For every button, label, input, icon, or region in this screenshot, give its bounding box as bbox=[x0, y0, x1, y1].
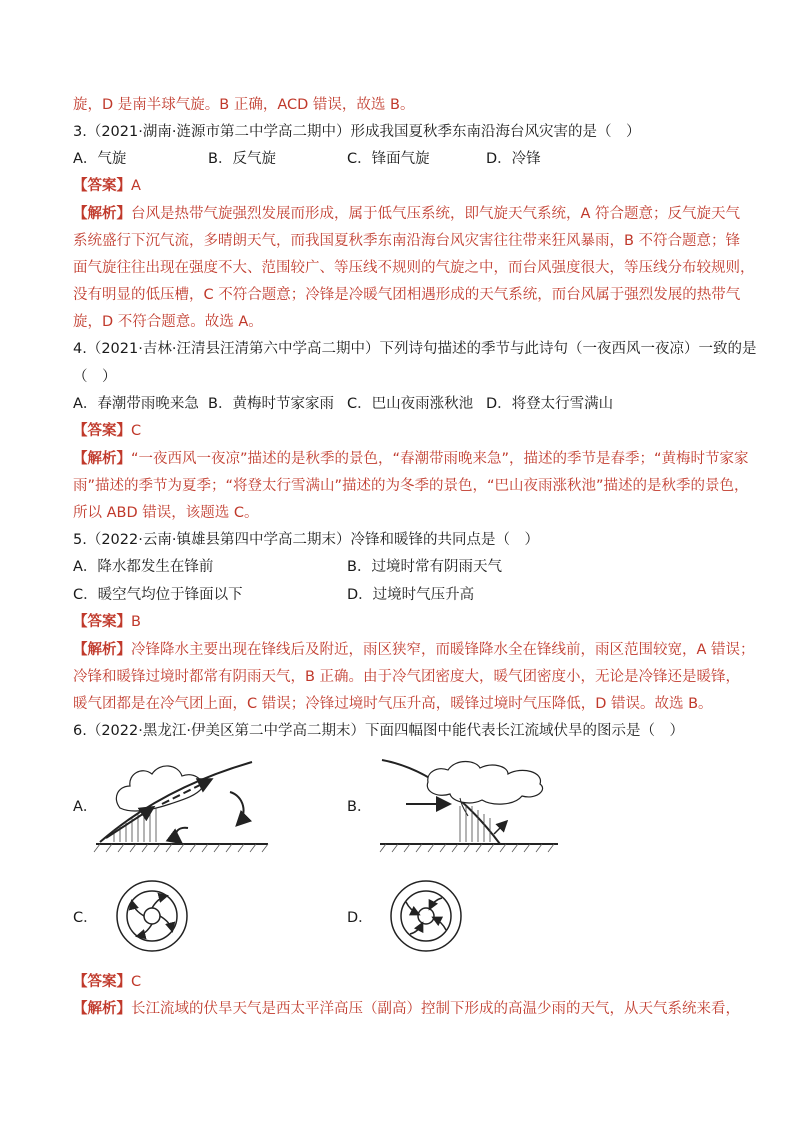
answer-tag: 【答案】 bbox=[73, 614, 131, 630]
q3-stem: 3.（2021·湖南·涟源市第二中学高二期中）形成我国夏秋季东南沿海台风灾害的是（ ） bbox=[73, 124, 641, 140]
q4-analysis-line: 雨”描述的季节为夏季；“将登太行雪满山”描述的为冬季的景色，“巴山夜雨涨秋池”描述的是秋季的景色， bbox=[73, 478, 749, 494]
answer-tag: 【答案】 bbox=[73, 178, 131, 194]
warm-front-diagram bbox=[376, 752, 562, 860]
analysis-text: 台风是热带气旋强烈发展而形成，属于低气压系统，即气旋天气系统，A 符合题意；反气旋天气 bbox=[131, 206, 741, 222]
q3-analysis-line bbox=[73, 204, 740, 224]
answer-value: B bbox=[131, 614, 141, 630]
q5-option-d: D．过境时气压升高 bbox=[347, 587, 475, 603]
q3-option-d: D．冷锋 bbox=[486, 151, 541, 167]
q5-option-c: C．暖空气均位于锋面以下 bbox=[73, 587, 243, 603]
figure-d-label: D． bbox=[347, 910, 373, 926]
q2-analysis-tail: 旋，D 是南半球气旋。B 正确，ACD 错误，故选 B。 bbox=[73, 97, 415, 113]
figure-c-label: C． bbox=[73, 910, 98, 926]
q4-stem: 4.（2021·吉林·汪清县汪清第六中学高二期中）下列诗句描述的季节与此诗句（一夜西风一夜凉）一致的是 bbox=[73, 341, 757, 357]
q6-stem: 6.（2022·黑龙江·伊美区第二中学高二期末）下面四幅图中能代表长江流域伏旱的图示是（ ） bbox=[73, 723, 684, 739]
figure-a-label: A． bbox=[73, 799, 98, 815]
q5-analysis-line: 冷锋和暖锋过境时都常有阴雨天气，B 正确。由于冷气团密度大，暖气团密度小，无论是冷锋还是暖锋， bbox=[73, 669, 741, 685]
answer-value: A bbox=[131, 178, 141, 194]
analysis-tag: 【解析】 bbox=[73, 451, 131, 467]
q5-option-b: B．过境时常有阴雨天气 bbox=[347, 559, 502, 575]
anticyclone-diagram bbox=[114, 878, 190, 954]
q3-option-a: A．气旋 bbox=[73, 151, 127, 167]
q3-option-b: B．反气旋 bbox=[208, 151, 276, 167]
q5-analysis-line bbox=[73, 640, 755, 660]
cold-front-diagram bbox=[92, 752, 272, 860]
q4-analysis-line bbox=[73, 449, 749, 469]
q3-answer bbox=[73, 176, 141, 196]
q4-option-b: B．黄梅时节家家雨 bbox=[208, 396, 334, 412]
q6-answer bbox=[73, 972, 141, 992]
answer-value: C bbox=[131, 423, 142, 439]
analysis-text: 长江流域的伏旱天气是西太平洋高压（副高）控制下形成的高温少雨的天气，从天气系统来看， bbox=[131, 1001, 740, 1017]
q3-analysis-line: 旋，D 不符合题意。故选 A。 bbox=[73, 314, 263, 330]
analysis-tag: 【解析】 bbox=[73, 206, 131, 222]
cyclone-diagram bbox=[388, 878, 464, 954]
q4-analysis-line: 所以 ABD 错误，该题选 C。 bbox=[73, 505, 259, 521]
analysis-text: “一夜西风一夜凉”描述的是秋季的景色，“春潮带雨晚来急”，描述的季节是春季；“黄梅时节家家 bbox=[131, 451, 749, 467]
q4-option-d: D．将登太行雪满山 bbox=[486, 396, 614, 412]
analysis-tag: 【解析】 bbox=[73, 642, 131, 658]
q3-analysis-line: 系统盛行下沉气流，多晴朗天气，而我国夏秋季东南沿海台风灾害往往带来狂风暴雨，B 不符合题意；锋 bbox=[73, 233, 741, 249]
q3-analysis-line: 面气旋往往出现在强度不大、范围较广、等压线不规则的气旋之中，而台风强度很大，等压线分布较规则， bbox=[73, 260, 755, 276]
q4-option-c: C．巴山夜雨涨秋池 bbox=[347, 396, 474, 412]
q5-option-a: A．降水都发生在锋前 bbox=[73, 559, 214, 575]
answer-tag: 【答案】 bbox=[73, 974, 131, 990]
q4-stem-paren: （ ） bbox=[73, 369, 117, 385]
q5-analysis-line: 暖气团都是在冷气团上面，C 错误；冷锋过境时气压升高，暖锋过境时气压降低，D 错误。故选 B。 bbox=[73, 696, 713, 712]
answer-tag: 【答案】 bbox=[73, 423, 131, 439]
q6-analysis-line bbox=[73, 999, 740, 1019]
q5-answer bbox=[73, 612, 141, 632]
q4-answer bbox=[73, 421, 141, 441]
q4-option-a: A．春潮带雨晚来急 bbox=[73, 396, 199, 412]
q5-stem: 5.（2022·云南·镇雄县第四中学高二期末）冷锋和暖锋的共同点是（ ） bbox=[73, 532, 539, 548]
figure-b-label: B． bbox=[347, 799, 372, 815]
analysis-text: 冷锋降水主要出现在锋线后及附近，雨区狭窄，而暖锋降水全在锋线前，雨区范围较宽，A 错误； bbox=[131, 642, 755, 658]
q3-analysis-line: 没有明显的低压槽，C 不符合题意；冷锋是冷暖气团相遇形成的天气系统，而台风属于强烈发展的热带气 bbox=[73, 287, 741, 303]
analysis-tag: 【解析】 bbox=[73, 1001, 131, 1017]
answer-value: C bbox=[131, 974, 142, 990]
q3-option-c: C．锋面气旋 bbox=[347, 151, 430, 167]
